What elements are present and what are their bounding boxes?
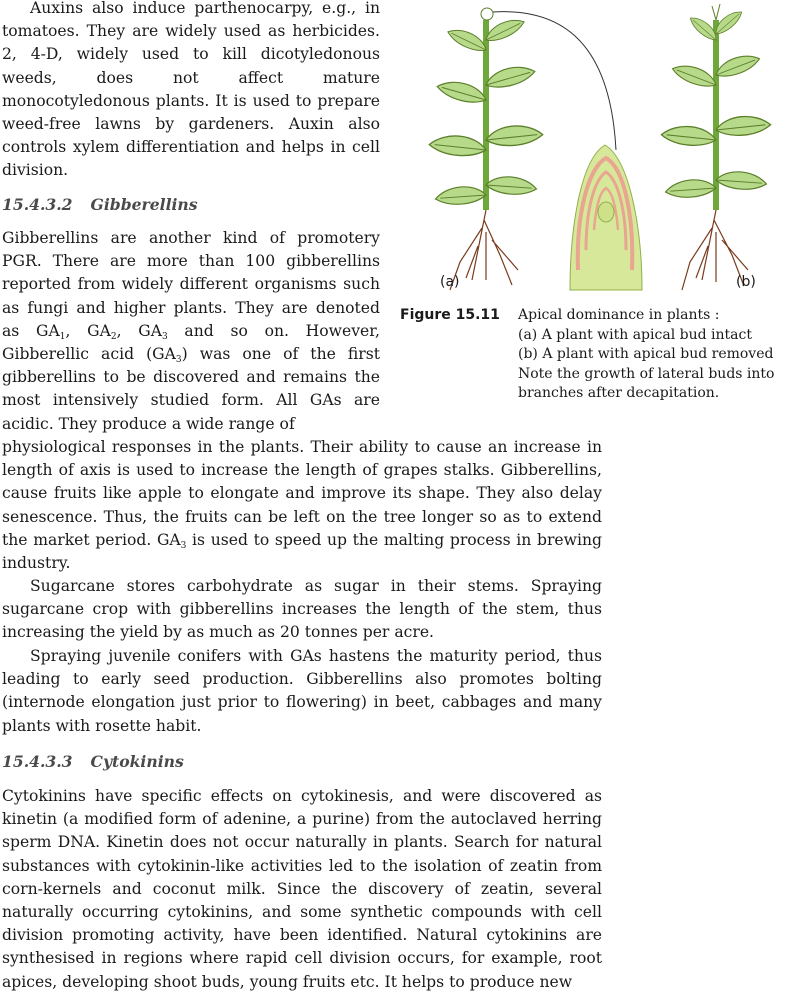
section-title: Gibberellins	[90, 195, 198, 214]
section-number: 15.4.3.3	[2, 752, 73, 771]
apical-bud-detail	[570, 145, 642, 290]
figure-caption-label: Figure 15.11	[400, 307, 500, 323]
label-plant-a: (a)	[440, 274, 460, 290]
section-heading-cytokinins	[2, 750, 184, 773]
paragraph-conifers: Spraying juvenile conifers with GAs hastens the maturity period, thus leading to early seed production. Gibberellins also promotes bolting (internode elongation just prior to flowering) in beet, cabbages and many plants with rosette habit.	[2, 647, 602, 735]
paragraph-gibberellins-responses: physiological responses in the plants. Their ability to cause an increase in length of axis is used to increase the length of grapes stalks. Gibberellins, cause fruits like apple to elongate and improve its shape. They also delay senescence. Thus, the fruits can be left on the tree longer so as to extend the market period. $GA_3$ is used to speed up the malting process in brewing industry.	[2, 438, 602, 573]
label-plant-b: (b)	[736, 274, 756, 290]
paragraph-cytokinins: Cytokinins have specific effects on cytokinesis, and were discovered as kinetin (a modified form of adenine, a purine) from the autoclaved herring sperm DNA. Kinetin does not occur naturally in plants. Search for natural substances with cytokinin-like activities led to the isolation of zeatin from corn-kernels and coconut milk. Since the discovery of zeatin, several naturally occurring cytokinins, and some synthetic compounds with cell division promoting activity, have been identified. Natural cytokinins are synthesised in regions where rapid cell division occurs, for example, root apices, developing shoot buds, young fruits etc. It helps to produce new	[2, 787, 602, 991]
plant-illustration	[420, 0, 794, 300]
caption-line: (b) A plant with apical bud removed	[518, 346, 774, 363]
plant-b-drawing	[661, 4, 770, 290]
caption-line: (a) A plant with apical bud intact	[518, 326, 752, 343]
paragraph-sugarcane: Sugarcane stores carbohydrate as sugar in their stems. Spraying sugarcane crop with gibberellins increases the length of the stem, thus increasing the yield by as much as 20 tonnes per acre.	[2, 577, 602, 642]
paragraph-gibberellins-intro: Gibberellins are another kind of promotery PGR. There are more than 100 gibberellins reported from widely different organisms such as fungi and higher plants. They are denoted as $GA_1$, $GA_2$, $GA_3$ and so on. However, Gibberellic acid $(GA_3)$ was one of the first gibberellins to be discovered and remains the most intensively studied form. All GAs are acidic. They produce a wide range of	[2, 229, 381, 433]
section-heading-gibberellins	[2, 193, 198, 216]
paragraph-auxin-uses: Auxins also induce parthenocarpy, e.g., in tomatoes. They are widely used as herbicides. 2, 4-D, widely used to kill dicotyledonous weeds, does not affect mature monocotyledonous plants. It is used to prepare weed-free lawns by gardeners. Auxin also controls xylem differentiation and helps in cell division.	[2, 0, 380, 180]
figure-caption-text	[518, 306, 792, 404]
section-number: 15.4.3.2	[2, 195, 73, 214]
section-title: Cytokinins	[90, 752, 184, 771]
caption-line: branches after decapitation.	[518, 385, 720, 402]
caption-line: Apical dominance in plants :	[518, 307, 720, 323]
plant-a-drawing	[429, 8, 542, 290]
caption-line: Note the growth of lateral buds into	[518, 365, 775, 382]
figure-apical-dominance	[420, 0, 794, 300]
